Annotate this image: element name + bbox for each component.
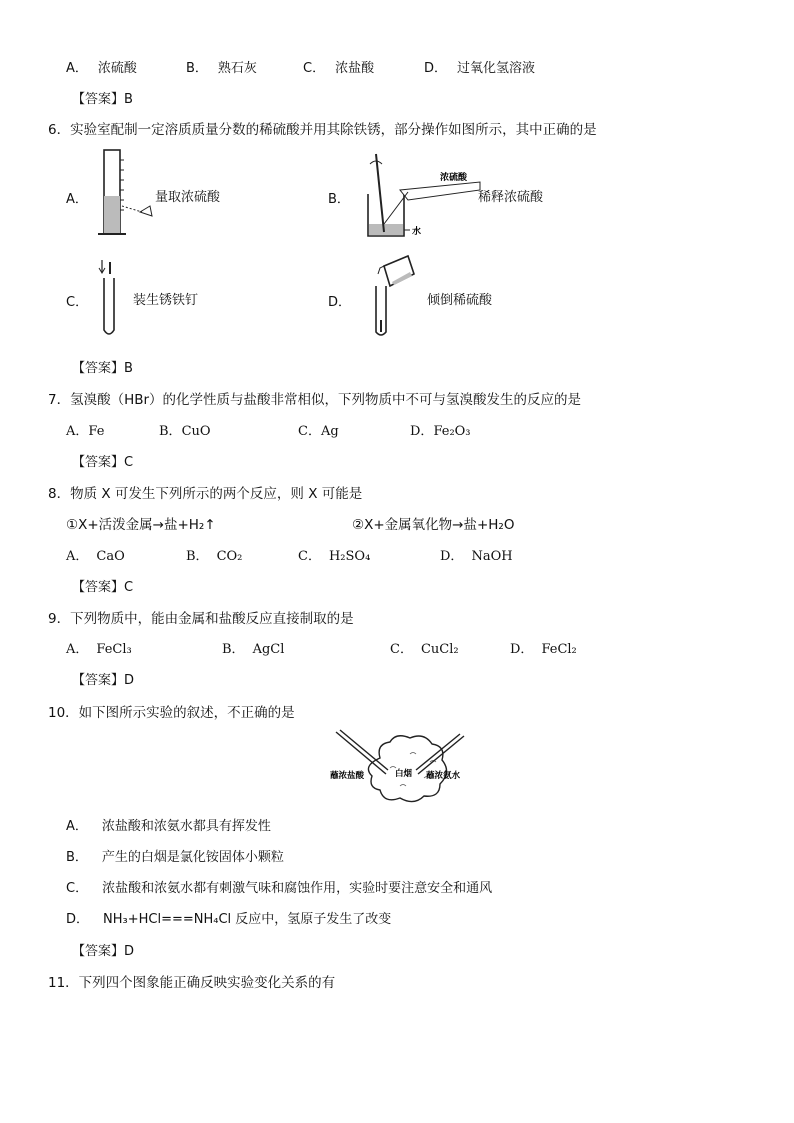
q9-option-d: D． FeCl₂ [510, 642, 577, 657]
q6-option-d-text: 倾倒稀硫酸 [427, 293, 493, 308]
white-smoke-figure [330, 728, 470, 804]
q6-option-a-text: 量取浓硫酸 [155, 190, 221, 205]
test-tube-nail-figure [98, 258, 128, 342]
q9-stem: 9．下列物质中，能由金属和盐酸反应直接制取的是 [48, 611, 354, 627]
q6-option-b-text: 稀释浓硫酸 [478, 190, 544, 205]
dilution-figure [360, 154, 480, 244]
pour-acid-figure [366, 252, 426, 342]
dilution-acid-label: 浓硫酸 [440, 173, 468, 183]
q5-option-c: C． 浓盐酸 [303, 61, 375, 76]
figure-label-ammonia: 蘸浓氨水 [426, 771, 461, 781]
q10-stem: 10．如下图所示实验的叙述，不正确的是 [48, 705, 295, 721]
q9-option-b: B． AgCl [222, 642, 285, 657]
q6-answer: 【答案】B [72, 361, 133, 376]
q8-reaction-2: ②X+金属氧化物→盐+H₂O [352, 517, 515, 533]
q8-reaction-1: ①X+活泼金属→盐+H₂↑ [66, 517, 216, 533]
q7-stem: 7．氢溴酸（HBr）的化学性质与盐酸非常相似，下列物质中不可与氢溴酸发生的反应的是 [48, 392, 582, 408]
q11-stem: 11．下列四个图象能正确反映实验变化关系的有 [48, 975, 336, 991]
q7-option-b: B．CuO [159, 424, 211, 439]
q7-option-c: C．Ag [298, 424, 339, 439]
q8-option-c: C． H₂SO₄ [298, 549, 371, 564]
q8-option-d: D． NaOH [440, 549, 513, 564]
q6-option-d-letter: D． [328, 295, 352, 310]
q8-option-b: B． CO₂ [186, 549, 243, 564]
q10-answer: 【答案】D [72, 944, 135, 959]
q7-answer: 【答案】C [72, 455, 134, 470]
q9-answer: 【答案】D [72, 673, 135, 688]
figure-label-smoke: 白烟 [395, 769, 413, 779]
q8-answer: 【答案】C [72, 580, 134, 595]
q6-stem: 6．实验室配制一定溶质质量分数的稀硫酸并用其除铁锈，部分操作如图所示，其中正确的是 [48, 122, 597, 138]
q8-stem: 8．物质 X 可发生下列所示的两个反应，则 X 可能是 [48, 486, 363, 502]
q9-option-a: A． FeCl₃ [66, 642, 132, 657]
q6-option-b-letter: B． [328, 192, 350, 207]
q7-option-a: A．Fe [66, 424, 105, 439]
q6-option-a-letter: A． [66, 192, 88, 207]
q10-option-b: B． 产生的白烟是氯化铵固体小颗粒 [66, 850, 284, 865]
q7-option-d: D．Fe₂O₃ [410, 424, 471, 439]
q10-option-d: D． NH₃+HCl===NH₄Cl 反应中，氢原子发生了改变 [66, 912, 392, 927]
q5-option-d: D． 过氧化氢溶液 [424, 61, 536, 76]
q10-option-a: A． 浓盐酸和浓氨水都具有挥发性 [66, 819, 271, 834]
dilution-water-label: 水 [412, 227, 422, 237]
q10-option-c: C． 浓盐酸和浓氨水都有刺激气味和腐蚀作用，实验时要注意安全和通风 [66, 881, 493, 896]
q6-option-c-letter: C． [66, 295, 89, 310]
q5-option-b: B． 熟石灰 [186, 61, 257, 76]
figure-label-hcl: 蘸浓盐酸 [330, 771, 365, 781]
q9-option-c: C． CuCl₂ [390, 642, 459, 657]
q5-answer: 【答案】B [72, 92, 133, 107]
q5-option-a: A． 浓硫酸 [66, 61, 137, 76]
q6-option-c-text: 装生锈铁钉 [133, 293, 199, 308]
q8-option-a: A． CaO [66, 549, 125, 564]
